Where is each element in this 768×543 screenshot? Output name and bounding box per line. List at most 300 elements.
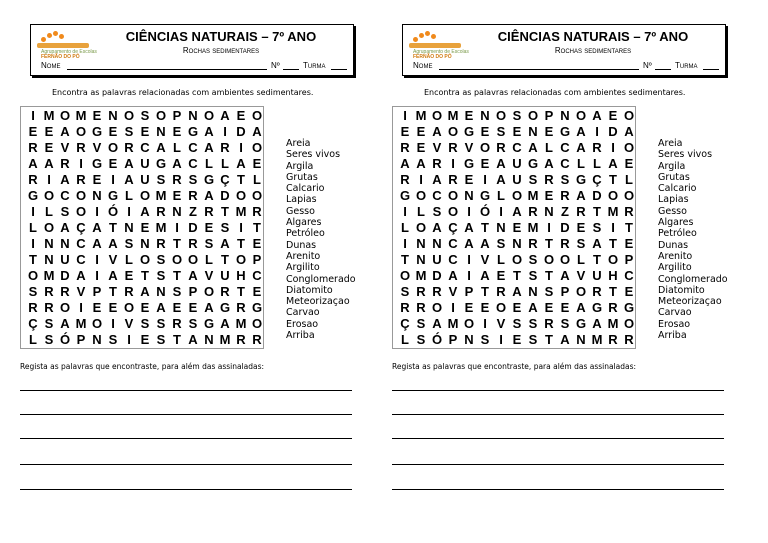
grid-letter[interactable]: I [175,220,179,235]
grid-letter[interactable]: S [592,220,602,235]
grid-letter[interactable]: O [139,252,151,267]
grid-letter[interactable]: R [400,140,410,155]
grid-letter[interactable]: E [252,236,262,251]
grid-letter[interactable]: E [108,300,118,315]
grid-letter[interactable]: M [591,332,603,347]
grid-letter[interactable]: E [140,124,150,139]
grid-letter[interactable]: A [528,140,538,155]
grid-letter[interactable]: V [464,140,474,155]
grid-letter[interactable]: I [403,236,407,251]
grid-letter[interactable]: I [239,220,243,235]
grid-letter[interactable]: T [237,236,245,251]
grid-letter[interactable]: I [499,204,503,219]
grid-letter[interactable]: T [609,172,617,187]
grid-letter[interactable]: A [624,124,634,139]
grid-letter[interactable]: E [496,268,506,283]
grid-letter[interactable]: A [60,220,70,235]
grid-letter[interactable]: E [464,108,474,123]
grid-letter[interactable]: O [543,252,555,267]
grid-letter[interactable]: O [155,108,167,123]
grid-letter[interactable]: R [576,204,586,219]
answer-line[interactable] [392,414,724,415]
grid-letter[interactable]: N [480,108,490,123]
grid-letter[interactable]: E [512,300,522,315]
grid-letter[interactable]: A [92,236,102,251]
grid-letter[interactable]: I [467,252,471,267]
grid-letter[interactable]: S [220,220,230,235]
grid-letter[interactable]: I [611,220,615,235]
grid-letter[interactable]: Ç [592,172,602,187]
grid-letter[interactable]: Ç [448,220,458,235]
grid-letter[interactable]: E [544,300,554,315]
grid-letter[interactable]: V [432,140,442,155]
grid-letter[interactable]: S [528,172,538,187]
grid-letter[interactable]: Z [561,204,569,219]
answer-line[interactable] [20,390,352,391]
grid-letter[interactable]: C [140,140,150,155]
grid-letter[interactable]: T [141,268,149,283]
grid-letter[interactable]: O [251,316,263,331]
grid-letter[interactable]: P [560,284,570,299]
grid-letter[interactable]: G [91,124,103,139]
grid-letter[interactable]: O [203,108,215,123]
grid-letter[interactable]: Ç [28,316,38,331]
grid-letter[interactable]: G [463,124,475,139]
grid-letter[interactable]: A [576,188,586,203]
grid-letter[interactable]: S [156,332,166,347]
grid-letter[interactable]: E [480,124,490,139]
grid-letter[interactable]: C [60,188,70,203]
grid-letter[interactable]: O [623,188,635,203]
grid-letter[interactable]: O [527,108,539,123]
grid-letter[interactable]: D [188,220,198,235]
grid-letter[interactable]: E [236,108,246,123]
grid-letter[interactable]: S [156,172,166,187]
grid-letter[interactable]: L [625,172,633,187]
grid-letter[interactable]: E [464,300,474,315]
grid-letter[interactable]: A [220,316,230,331]
grid-letter[interactable]: O [511,188,523,203]
grid-letter[interactable]: Ç [220,172,230,187]
grid-letter[interactable]: O [235,252,247,267]
grid-letter[interactable]: A [204,300,214,315]
grid-letter[interactable]: R [448,140,458,155]
grid-letter[interactable]: R [608,332,618,347]
grid-letter[interactable]: V [108,252,118,267]
grid-letter[interactable]: N [188,108,198,123]
grid-letter[interactable]: R [44,284,54,299]
grid-letter[interactable]: C [432,188,442,203]
grid-letter[interactable]: R [124,284,134,299]
grid-letter[interactable]: M [219,332,231,347]
grid-letter[interactable]: A [204,124,214,139]
grid-letter[interactable]: A [108,236,118,251]
grid-letter[interactable]: T [481,284,489,299]
grid-letter[interactable]: R [592,140,602,155]
grid-letter[interactable]: I [467,204,471,219]
grid-letter[interactable]: I [451,156,455,171]
grid-letter[interactable]: R [496,140,506,155]
grid-letter[interactable]: N [512,236,522,251]
grid-letter[interactable]: G [399,188,411,203]
grid-letter[interactable]: E [172,188,182,203]
grid-letter[interactable]: I [547,220,551,235]
grid-letter[interactable]: S [28,284,38,299]
grid-letter[interactable]: T [609,284,617,299]
grid-letter[interactable]: S [528,268,538,283]
grid-letter[interactable]: A [124,156,134,171]
grid-letter[interactable]: O [575,284,587,299]
grid-letter[interactable]: V [204,268,214,283]
grid-letter[interactable]: T [173,332,181,347]
grid-letter[interactable]: M [75,108,87,123]
grid-letter[interactable]: T [109,284,117,299]
grid-letter[interactable]: A [496,172,506,187]
grid-letter[interactable]: U [140,172,150,187]
grid-letter[interactable]: R [60,284,70,299]
grid-letter[interactable]: R [528,236,538,251]
grid-letter[interactable]: N [44,252,54,267]
grid-letter[interactable]: G [591,300,603,315]
grid-letter[interactable]: O [495,108,507,123]
grid-letter[interactable]: I [127,332,131,347]
grid-letter[interactable]: A [432,220,442,235]
grid-letter[interactable]: O [107,140,119,155]
grid-letter[interactable]: L [497,188,505,203]
grid-letter[interactable]: R [28,300,38,315]
grid-letter[interactable]: U [220,268,230,283]
grid-letter[interactable]: I [239,140,243,155]
grid-letter[interactable]: S [156,268,166,283]
grid-letter[interactable]: M [527,220,539,235]
grid-letter[interactable]: T [173,236,181,251]
grid-letter[interactable]: R [416,284,426,299]
answer-line[interactable] [20,464,352,465]
grid-letter[interactable]: E [576,220,586,235]
grid-letter[interactable]: R [156,204,166,219]
grid-letter[interactable]: A [60,172,70,187]
grid-letter[interactable]: N [156,284,166,299]
grid-letter[interactable]: E [560,300,570,315]
grid-letter[interactable]: O [447,188,459,203]
grid-letter[interactable]: C [512,140,522,155]
grid-letter[interactable]: N [156,124,166,139]
grid-letter[interactable]: R [28,172,38,187]
grid-letter[interactable]: T [545,332,553,347]
grid-letter[interactable]: A [44,156,54,171]
grid-letter[interactable]: L [173,140,181,155]
grid-letter[interactable]: R [560,236,570,251]
grid-letter[interactable]: R [236,332,246,347]
grid-letter[interactable]: E [544,124,554,139]
grid-letter[interactable]: S [124,124,134,139]
grid-letter[interactable]: A [592,316,602,331]
grid-letter[interactable]: T [401,252,409,267]
grid-letter[interactable]: U [60,252,70,267]
grid-letter[interactable]: R [220,140,230,155]
answer-line[interactable] [20,438,352,439]
grid-letter[interactable]: E [624,236,634,251]
grid-letter[interactable]: T [29,252,37,267]
grid-letter[interactable]: M [75,316,87,331]
grid-letter[interactable]: I [31,236,35,251]
grid-letter[interactable]: R [28,140,38,155]
grid-letter[interactable]: O [623,140,635,155]
grid-letter[interactable]: I [111,316,115,331]
grid-letter[interactable]: A [608,156,618,171]
grid-letter[interactable]: M [155,220,167,235]
grid-letter[interactable]: I [47,172,51,187]
grid-letter[interactable]: S [528,316,538,331]
grid-letter[interactable]: U [512,156,522,171]
grid-letter[interactable]: C [188,156,198,171]
grid-letter[interactable]: L [577,252,585,267]
grid-letter[interactable]: A [108,268,118,283]
grid-letter[interactable]: S [172,284,182,299]
grid-letter[interactable]: M [447,108,459,123]
grid-letter[interactable]: M [607,316,619,331]
grid-letter[interactable]: S [544,284,554,299]
grid-letter[interactable]: P [464,284,474,299]
grid-letter[interactable]: A [220,108,230,123]
grid-letter[interactable]: R [156,236,166,251]
grid-letter[interactable]: O [59,108,71,123]
grid-letter[interactable]: N [576,332,586,347]
grid-letter[interactable]: O [623,108,635,123]
grid-letter[interactable]: D [592,188,602,203]
grid-letter[interactable]: Ó [479,204,491,219]
grid-letter[interactable]: R [236,300,246,315]
grid-letter[interactable]: A [204,188,214,203]
grid-letter[interactable]: E [140,220,150,235]
grid-letter[interactable]: V [76,284,86,299]
grid-letter[interactable]: C [624,268,634,283]
grid-letter[interactable]: I [419,172,423,187]
grid-letter[interactable]: A [252,124,262,139]
grid-letter[interactable]: G [575,316,587,331]
grid-letter[interactable]: O [623,316,635,331]
grid-letter[interactable]: M [447,316,459,331]
grid-letter[interactable]: I [95,268,99,283]
grid-letter[interactable]: O [171,252,183,267]
grid-letter[interactable]: T [593,252,601,267]
grid-letter[interactable]: M [155,188,167,203]
grid-letter[interactable]: R [496,284,506,299]
number-field[interactable] [655,61,671,70]
grid-letter[interactable]: E [512,220,522,235]
grid-letter[interactable]: O [399,268,411,283]
grid-letter[interactable]: S [560,172,570,187]
grid-letter[interactable]: D [432,268,442,283]
grid-letter[interactable]: M [415,268,427,283]
grid-letter[interactable]: Ó [107,204,119,219]
grid-letter[interactable]: G [27,188,39,203]
grid-letter[interactable]: L [29,332,37,347]
grid-letter[interactable]: A [92,220,102,235]
grid-letter[interactable]: I [483,316,487,331]
grid-letter[interactable]: R [252,332,262,347]
grid-letter[interactable]: N [432,236,442,251]
grid-letter[interactable]: A [204,140,214,155]
grid-letter[interactable]: A [496,156,506,171]
grid-letter[interactable]: P [172,108,182,123]
grid-letter[interactable]: G [559,124,571,139]
grid-letter[interactable]: E [544,188,554,203]
grid-letter[interactable]: L [417,204,425,219]
grid-letter[interactable]: N [44,236,54,251]
grid-letter[interactable]: N [560,108,570,123]
grid-letter[interactable]: N [528,124,538,139]
grid-letter[interactable]: M [607,204,619,219]
grid-letter[interactable]: I [483,172,487,187]
grid-letter[interactable]: G [187,124,199,139]
grid-letter[interactable]: O [203,284,215,299]
grid-letter[interactable]: G [203,316,215,331]
grid-letter[interactable]: T [253,220,261,235]
grid-letter[interactable]: A [448,268,458,283]
grid-letter[interactable]: O [447,204,459,219]
grid-letter[interactable]: R [432,156,442,171]
grid-letter[interactable]: S [432,204,442,219]
number-field[interactable] [283,61,299,70]
grid-letter[interactable]: T [545,236,553,251]
grid-letter[interactable]: M [527,188,539,203]
grid-letter[interactable]: D [60,268,70,283]
name-field[interactable] [439,61,639,70]
grid-letter[interactable]: O [495,300,507,315]
grid-letter[interactable]: R [172,316,182,331]
grid-letter[interactable]: G [463,156,475,171]
grid-letter[interactable]: R [400,172,410,187]
grid-letter[interactable]: E [108,124,118,139]
grid-letter[interactable]: A [124,172,134,187]
grid-letter[interactable]: R [608,300,618,315]
grid-letter[interactable]: T [173,268,181,283]
grid-letter[interactable]: E [140,332,150,347]
grid-letter[interactable]: A [528,300,538,315]
answer-line[interactable] [20,414,352,415]
grid-letter[interactable]: G [203,172,215,187]
grid-letter[interactable]: V [496,316,506,331]
grid-letter[interactable]: E [480,300,490,315]
grid-letter[interactable]: E [512,332,522,347]
grid-letter[interactable]: O [415,220,427,235]
grid-letter[interactable]: R [252,204,262,219]
grid-letter[interactable]: A [576,124,586,139]
grid-letter[interactable]: E [92,108,102,123]
grid-letter[interactable]: E [608,108,618,123]
grid-letter[interactable]: R [188,236,198,251]
grid-letter[interactable]: T [513,268,521,283]
grid-letter[interactable]: L [125,188,133,203]
grid-letter[interactable]: V [576,268,586,283]
answer-line[interactable] [392,438,724,439]
grid-letter[interactable]: Ç [400,316,410,331]
grid-letter[interactable]: M [235,204,247,219]
grid-letter[interactable]: E [92,172,102,187]
grid-letter[interactable]: N [496,220,506,235]
grid-letter[interactable]: U [592,268,602,283]
grid-letter[interactable]: O [123,300,135,315]
grid-letter[interactable]: V [448,284,458,299]
grid-letter[interactable]: S [188,316,198,331]
grid-letter[interactable]: A [544,156,554,171]
grid-letter[interactable]: S [528,332,538,347]
grid-letter[interactable]: N [172,204,182,219]
grid-letter[interactable]: I [79,300,83,315]
grid-letter[interactable]: I [467,268,471,283]
grid-letter[interactable]: O [139,188,151,203]
grid-letter[interactable]: A [592,236,602,251]
grid-letter[interactable]: T [625,220,633,235]
grid-letter[interactable]: O [75,124,87,139]
grid-letter[interactable]: R [560,188,570,203]
grid-letter[interactable]: U [140,156,150,171]
grid-letter[interactable]: L [401,220,409,235]
grid-letter[interactable]: U [432,252,442,267]
grid-letter[interactable]: R [204,204,214,219]
grid-letter[interactable]: S [60,204,70,219]
grid-letter[interactable]: E [28,124,38,139]
grid-letter[interactable]: N [464,332,474,347]
grid-letter[interactable]: A [592,108,602,123]
grid-letter[interactable]: S [512,108,522,123]
class-field[interactable] [703,61,719,70]
grid-letter[interactable]: R [124,140,134,155]
grid-letter[interactable]: A [188,268,198,283]
grid-letter[interactable]: O [123,108,135,123]
grid-letter[interactable]: O [59,300,71,315]
grid-letter[interactable]: T [237,172,245,187]
grid-letter[interactable]: R [544,172,554,187]
grid-letter[interactable]: N [124,220,134,235]
grid-letter[interactable]: R [528,204,538,219]
grid-letter[interactable]: G [251,300,263,315]
grid-letter[interactable]: S [204,236,214,251]
grid-letter[interactable]: I [499,332,503,347]
grid-letter[interactable]: A [220,236,230,251]
grid-letter[interactable]: T [609,236,617,251]
grid-letter[interactable]: L [545,140,553,155]
grid-letter[interactable]: Ó [59,332,71,347]
grid-letter[interactable]: V [124,316,134,331]
grid-letter[interactable]: R [432,284,442,299]
grid-letter[interactable]: C [252,268,262,283]
grid-letter[interactable]: I [403,108,407,123]
grid-letter[interactable]: D [220,188,230,203]
grid-letter[interactable]: L [29,220,37,235]
grid-letter[interactable]: N [528,284,538,299]
grid-letter[interactable]: S [188,172,198,187]
grid-letter[interactable]: A [512,204,522,219]
grid-letter[interactable]: P [624,252,634,267]
grid-letter[interactable]: T [593,204,601,219]
grid-letter[interactable]: L [593,156,601,171]
grid-letter[interactable]: T [109,220,117,235]
grid-letter[interactable]: M [43,268,55,283]
grid-letter[interactable]: A [576,140,586,155]
grid-letter[interactable]: C [76,252,86,267]
class-field[interactable] [331,61,347,70]
grid-letter[interactable]: I [31,108,35,123]
grid-letter[interactable]: I [95,204,99,219]
grid-letter[interactable]: G [575,172,587,187]
grid-letter[interactable]: S [124,236,134,251]
grid-letter[interactable]: A [560,332,570,347]
grid-letter[interactable]: M [43,108,55,123]
word-search-grid[interactable] [20,106,264,349]
grid-letter[interactable]: A [576,300,586,315]
